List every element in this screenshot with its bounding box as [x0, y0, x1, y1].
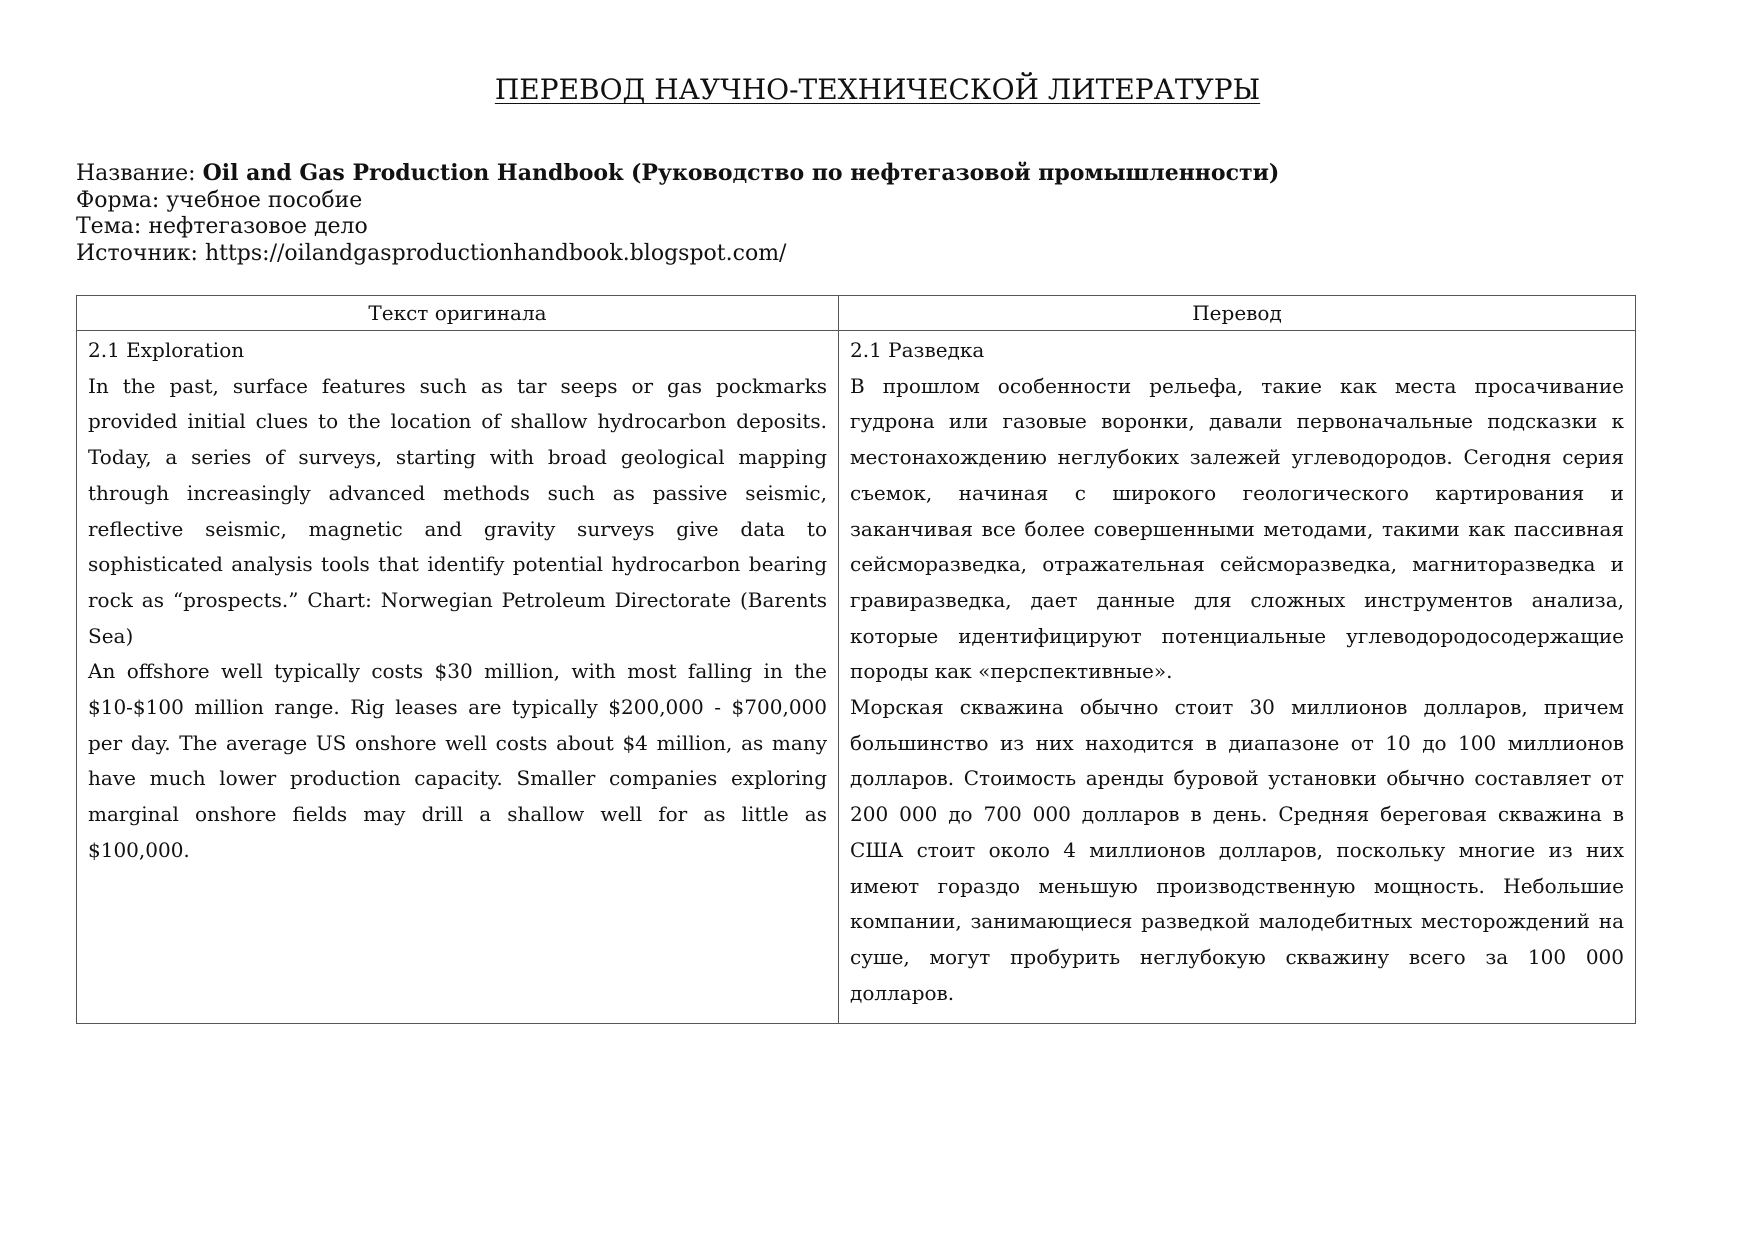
source-line: Источник: https://oilandgasproductionhandbook.blogspot.com/	[76, 240, 787, 266]
translation-paragraph-1: В прошлом особенности рельефа, такие как места просачивание гудрона или газовые воронки, давали первоначальные подсказки к местонахождению неглубоких залежей углеводородов. Сегодня серия съемок, начиная с широкого геологического картирования и заканчивая все более совершенными методами, такими как пассивная сейсморазведка, отражательная сейсморазведка, магниторазведка и гравиразведка, дает данные для сложных инструментов анализа, которые идентифицируют потенциальные углеводородосодержащие породы как «перспективные».	[850, 373, 1624, 684]
translation-paragraph-2: Морская скважина обычно стоит 30 миллионов долларов, причем большинство из них находится в диапазоне от 10 до 100 миллионов долларов. Стоимость аренды буровой установки обычно составляет от 200 000 до 700 000 долларов в день. Средняя береговая скважина в США стоит около 4 миллионов долларов, поскольку многие из них имеют гораздо меньшую производственную мощность. Небольшие компании, занимающиеся разведкой малодебитных месторождений на суше, могут пробурить неглубокую скважину всего за 100 000 долларов.	[850, 695, 1624, 1005]
document-info	[76, 160, 1636, 267]
translation-section-heading: 2.1 Разведка	[850, 338, 985, 362]
title-label: Название:	[76, 161, 203, 186]
header-original: Текст оригинала	[77, 296, 839, 331]
topic-line: Тема: нефтегазовое дело	[76, 214, 368, 239]
original-paragraph-2: An offshore well typically costs $30 million, with most falling in the $10-$100 million range. Rig leases are typically $200,000 - $700,000 per day. The average US onshore well costs about $4 million, as many have much lower production capacity. Smaller companies exploring marginal onshore fields may drill a shallow well for as little as $100,000.	[88, 659, 827, 862]
page-title: ПЕРЕВОД НАУЧНО-ТЕХНИЧЕСКОЙ ЛИТЕРАТУРЫ	[494, 73, 1261, 106]
translation-text-cell	[839, 331, 1636, 1024]
original-text-cell	[77, 331, 839, 1024]
original-paragraph-1: In the past, surface features such as tar seeps or gas pockmarks provided initial clues to the location of shallow hydrocarbon deposits. Today, a series of surveys, starting with broad geological mapping through increasingly advanced methods such as passive seismic, reflective seismic, magnetic and gravity surveys give data to sophisticated analysis tools that identify potential hydrocarbon bearing rock as “prospects.” Chart: Norwegian Petroleum Directorate (Barents Sea)	[88, 373, 827, 648]
original-section-heading: 2.1 Exploration	[88, 338, 245, 362]
title-line	[76, 160, 1636, 188]
table-row	[77, 331, 1636, 1024]
translation-table	[76, 295, 1636, 1024]
form-line: Форма: учебное пособие	[76, 187, 363, 213]
title-value: Oil and Gas Production Handbook (Руководство по нефтегазовой промышленности)	[202, 160, 1280, 186]
header-translation: Перевод	[839, 296, 1636, 331]
table-header-row	[77, 296, 1636, 331]
